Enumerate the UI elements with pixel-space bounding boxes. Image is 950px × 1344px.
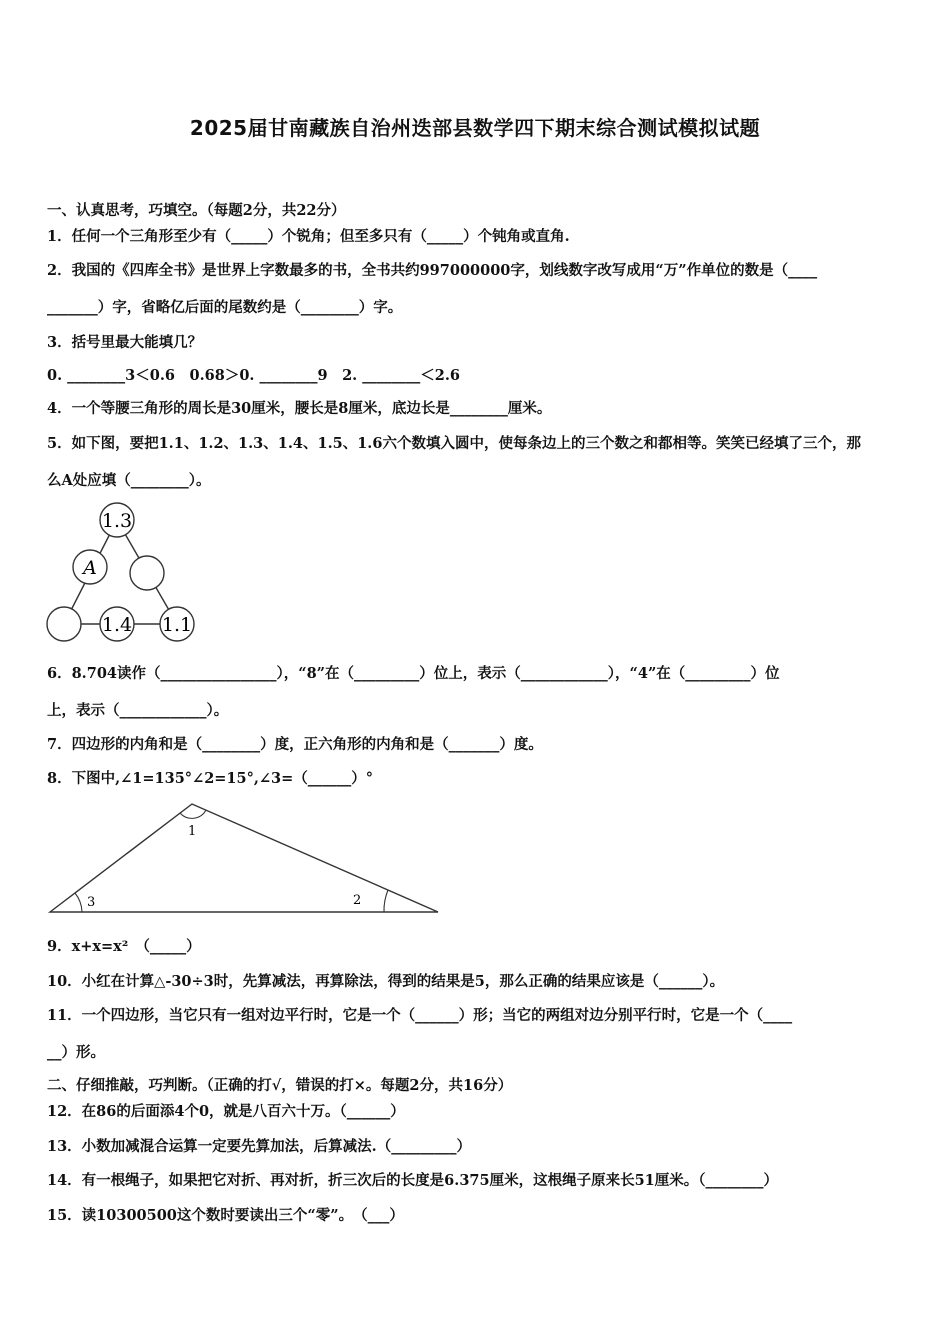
circle-top: [100, 503, 134, 537]
section-2-heading: 二、仔细推敲，巧判断。（正确的打√，错误的打×。每题2分，共16分）: [47, 1077, 513, 1094]
circle-top-label: 1.3: [101, 510, 133, 532]
angle-1-label: 1: [188, 824, 197, 839]
circle-bottom-mid: [100, 607, 134, 641]
question-1: 1．任何一个三角形至少有（_____）个锐角；但至多只有（_____）个钝角或直角.: [47, 228, 570, 245]
question-11-line-2: __）形。: [47, 1044, 105, 1061]
circle-bottom-right-label: 1.1: [161, 614, 193, 636]
question-2-line-1: 2．我国的《四库全书》是世界上字数最多的书，全书共约997000000字，划线数字改写成用“万”作单位的数是（____: [47, 262, 818, 279]
question-15: 15．读10300500这个数时要读出三个“零”。 （___）: [47, 1207, 404, 1224]
question-2-line-2: _______）字，省略亿后面的尾数约是（________）字。: [47, 299, 403, 316]
question-5-line-2: 么A处应填（________）。: [47, 472, 211, 489]
angle-triangle-figure: [44, 798, 444, 918]
circle-bottom-mid-label: 1.4: [101, 614, 133, 636]
section-1-heading: 一、认真思考，巧填空。（每题2分，共22分）: [47, 202, 346, 219]
question-4: 4．一个等腰三角形的周长是30厘米，腰长是8厘米，底边长是________厘米。: [47, 400, 552, 417]
question-9: 9．x+x=x² （_____）: [47, 938, 201, 955]
circle-left-mid: [73, 550, 107, 584]
question-10: 10．小红在计算△-30÷3时，先算减法，再算除法，得到的结果是5，那么正确的结果应该是（______）。: [47, 973, 725, 990]
question-6-line-1: 6．8.704读作（________________），“8”在（_________）位上，表示（____________），“4”在（_________）位: [47, 665, 780, 682]
circle-bottom-left: [47, 607, 81, 641]
question-13: 13．小数加减混合运算一定要先算加法，后算减法.（_________）: [47, 1138, 471, 1155]
question-11-line-1: 11．一个四边形，当它只有一组对边平行时，它是一个（______）形；当它的两组对边分别平行时，它是一个（____: [47, 1007, 793, 1024]
question-3: 3．括号里最大能填几？: [47, 334, 203, 351]
circle-right-mid: [130, 556, 164, 590]
question-7: 7．四边形的内角和是（________）度，正六角形的内角和是（_______）度。: [47, 736, 543, 753]
question-8: 8．下图中,∠1=135°∠2=15°,∠3=（______）°: [47, 770, 374, 787]
question-5-line-1: 5．如下图，要把1.1、1.2、1.3、1.4、1.5、1.6六个数填入圆中，使每条边上的三个数之和都相等。笑笑已经填了三个，那: [47, 435, 861, 452]
question-6-line-2: 上，表示（____________）。: [47, 702, 229, 719]
question-3-items: 0. ________3＜0.6 0.68＞0. ________9 2. ________＜2.6: [47, 367, 461, 384]
angle-2-label: 2: [353, 893, 362, 908]
question-14: 14．有一根绳子，如果把它对折、再对折，折三次后的长度是6.375厘米，这根绳子原来长51厘米。（________）: [47, 1172, 779, 1189]
circle-bottom-right: [160, 607, 194, 641]
number-circle-triangle-figure: [44, 500, 196, 646]
angle-3-label: 3: [87, 895, 96, 910]
page-title: 2025届甘南藏族自治州迭部县数学四下期末综合测试模拟试题: [189, 116, 761, 140]
question-12: 12．在86的后面添4个0，就是八百六十万。（______）: [47, 1103, 405, 1120]
circle-left-mid-label: A: [83, 557, 97, 579]
